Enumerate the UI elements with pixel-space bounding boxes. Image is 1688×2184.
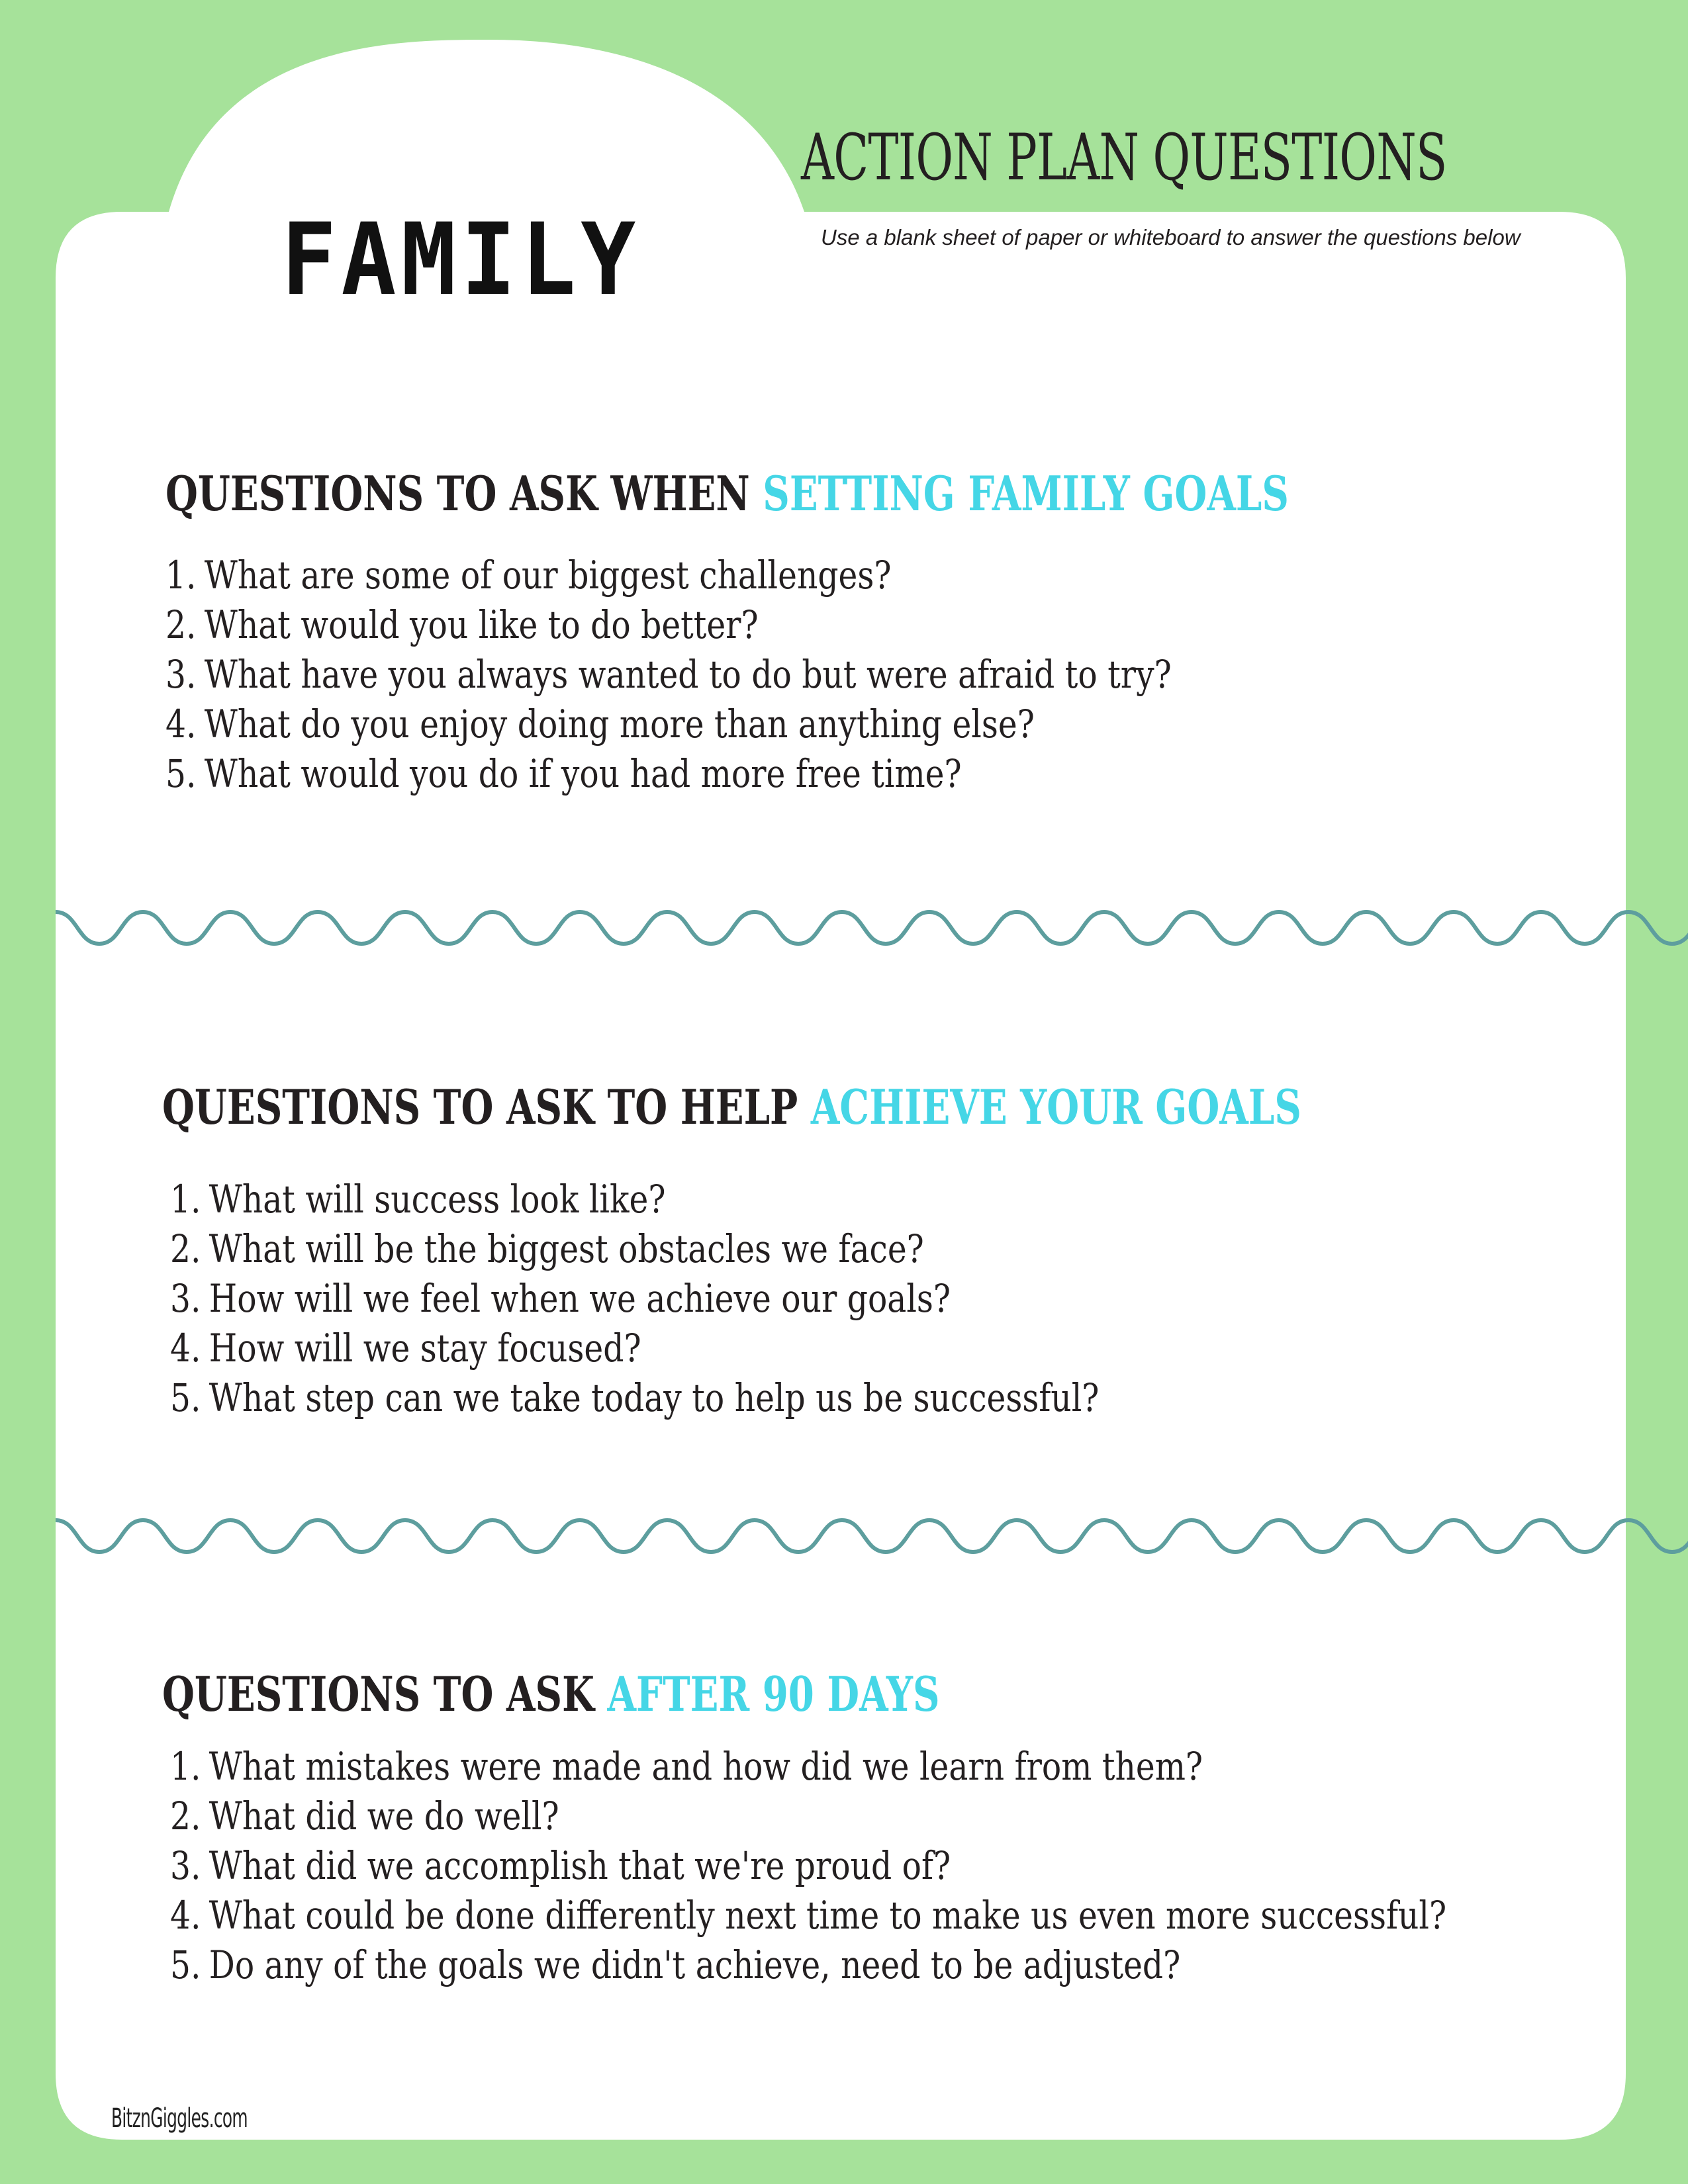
- list-item: [165, 700, 1172, 749]
- item-number: 2.: [170, 1226, 201, 1271]
- item-number: 3.: [170, 1843, 201, 1888]
- item-number: 1.: [165, 553, 197, 598]
- section-title-accent: SETTING FAMILY GOALS: [763, 465, 1289, 522]
- list-item: [165, 551, 1172, 600]
- list-item: [170, 1175, 1099, 1224]
- list-item: [170, 1940, 1446, 1990]
- section-title-accent: ACHIEVE YOUR GOALS: [810, 1079, 1301, 1135]
- item-number: 1.: [170, 1744, 201, 1789]
- item-number: 5.: [170, 1942, 201, 1987]
- section-title-accent: AFTER 90 DAYS: [607, 1666, 940, 1722]
- item-number: 3.: [165, 652, 197, 697]
- footer-brand-logo: BitznGiggles.com: [111, 2103, 248, 2134]
- item-text: What will success look like?: [209, 1177, 666, 1222]
- item-text: What step can we take today to help us be successful?: [209, 1375, 1100, 1420]
- section-title: [165, 465, 1289, 522]
- item-number: 5.: [170, 1375, 201, 1420]
- item-number: 2.: [165, 602, 197, 647]
- item-text: What could be done differently next time to make us even more successful?: [209, 1893, 1447, 1938]
- list-item: [170, 1324, 1099, 1373]
- question-list: [165, 551, 1363, 799]
- item-text: What are some of our biggest challenges?: [204, 553, 892, 598]
- list-item: [170, 1891, 1446, 1940]
- list-item: [170, 1274, 1099, 1324]
- section-setting-goals: [165, 465, 1589, 796]
- item-number: 4.: [165, 702, 197, 747]
- section-title-prefix: QUESTIONS TO ASK: [162, 1666, 608, 1722]
- item-number: 3.: [170, 1276, 201, 1321]
- section-title-prefix: QUESTIONS TO ASK WHEN: [165, 465, 763, 522]
- item-text: What have you always wanted to do but were afraid to try?: [204, 652, 1172, 697]
- list-item: [170, 1841, 1446, 1891]
- item-number: 2.: [170, 1794, 201, 1839]
- item-text: Do any of the goals we didn't achieve, need to be adjusted?: [209, 1942, 1181, 1987]
- item-text: How will we stay focused?: [209, 1326, 641, 1371]
- section-after-90-days: [162, 1666, 1585, 1987]
- list-item: [170, 1224, 1099, 1274]
- list-item: [170, 1373, 1099, 1423]
- section-title: [162, 1079, 1301, 1135]
- list-item: [165, 600, 1172, 650]
- item-text: How will we feel when we achieve our goals?: [209, 1276, 951, 1321]
- list-item: [170, 1742, 1446, 1792]
- item-text: What would you like to do better?: [204, 602, 759, 647]
- item-text: What did we accomplish that we're proud of?: [209, 1843, 951, 1888]
- section-title: [162, 1666, 1272, 1722]
- item-number: 4.: [170, 1326, 201, 1371]
- list-item: [170, 1792, 1446, 1841]
- item-number: 1.: [170, 1177, 201, 1222]
- subtitle-instructions: Use a blank sheet of paper or whiteboard to answer the questions below: [821, 225, 1521, 250]
- section-achieve-goals: [162, 1079, 1585, 1420]
- item-text: What would you do if you had more free time?: [204, 751, 962, 796]
- item-text: What do you enjoy doing more than anything else?: [204, 702, 1035, 747]
- list-item: [165, 650, 1172, 700]
- item-text: What mistakes were made and how did we learn from them?: [209, 1744, 1203, 1789]
- item-number: 5.: [165, 751, 197, 796]
- item-text: What did we do well?: [209, 1794, 559, 1839]
- category-title: FAMILY: [281, 203, 641, 318]
- main-title: ACTION PLAN QUESTIONS: [801, 120, 1447, 195]
- item-text: What will be the biggest obstacles we face?: [209, 1226, 924, 1271]
- section-title-prefix: QUESTIONS TO ASK TO HELP: [162, 1079, 811, 1135]
- list-item: [165, 749, 1172, 799]
- item-number: 4.: [170, 1893, 201, 1938]
- question-list: [170, 1742, 1688, 1990]
- question-list: [170, 1175, 1276, 1423]
